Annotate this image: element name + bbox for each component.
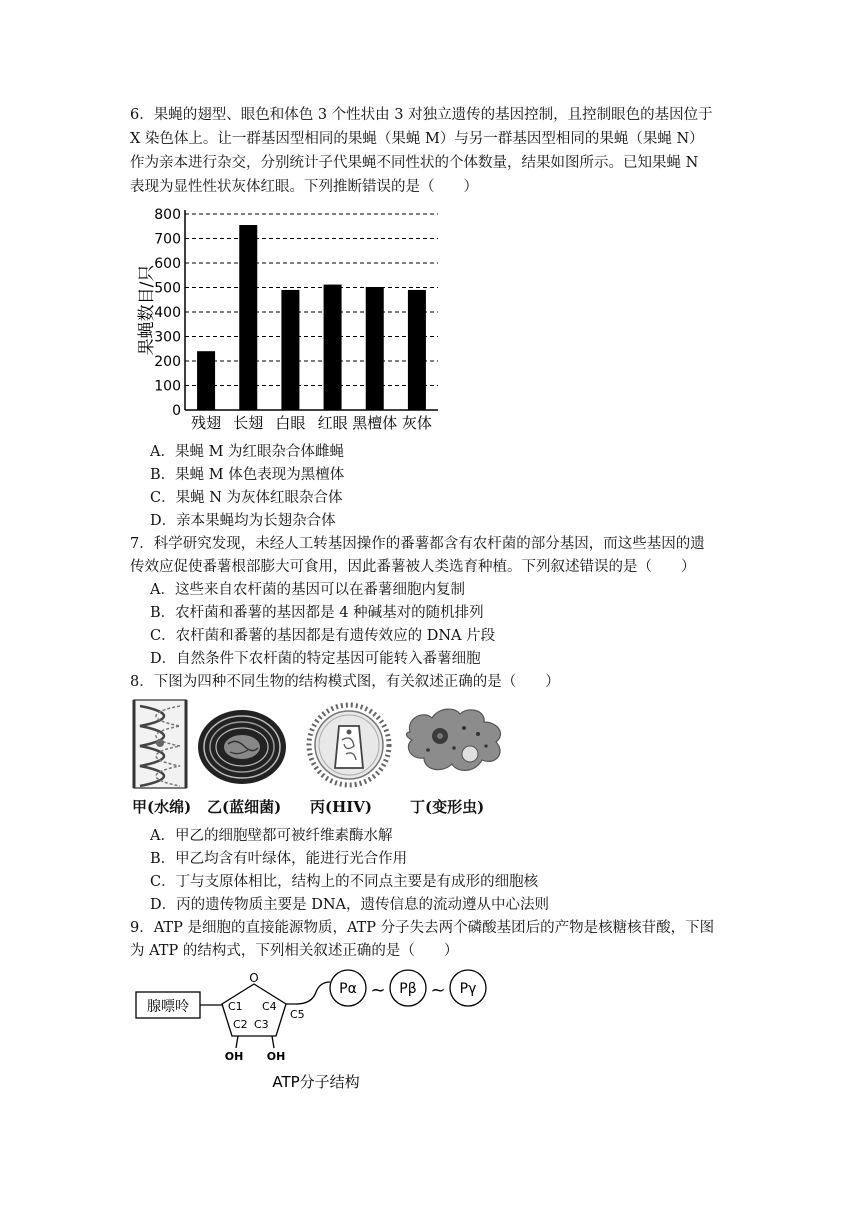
- y-tick-label: 800: [154, 207, 181, 223]
- bar: [197, 351, 215, 410]
- q8-option-a: A．甲乙的细胞壁都可被纤维素酶水解: [150, 828, 393, 844]
- chart-bars: [197, 225, 426, 410]
- x-tick-label: 黑檀体: [352, 414, 398, 432]
- q7-option-a: A．这些来自农杆菌的基因可以在番薯细胞内复制: [150, 582, 465, 598]
- q7-option-b: B．农杆菌和番薯的基因都是 4 种碱基对的随机排列: [150, 605, 484, 621]
- y-tick-label: 0: [172, 403, 181, 419]
- y-tick-label: 600: [154, 256, 181, 272]
- high-energy-bond-1: ~: [370, 980, 386, 1001]
- q7-line-1: 7．科学研究发现，未经人工转基因操作的番薯都含有农杆菌的部分基因，而这些基因的遗: [130, 536, 705, 552]
- c1-label: C1: [228, 1000, 243, 1013]
- q7-line-2: 传效应促使番薯根部膨大可食用，因此番薯被人类选育种植。下列叙述错误的是（ ）: [130, 559, 696, 575]
- q6-option-b: B．果蝇 M 体色表现为黑檀体: [150, 467, 345, 483]
- q6-option-c: C．果蝇 N 为灰体红眼杂合体: [150, 490, 343, 506]
- y-tick-label: 500: [154, 280, 181, 297]
- atp-caption: ATP分子结构: [272, 1073, 360, 1091]
- bar: [324, 285, 342, 410]
- x-tick-label: 残翅: [191, 414, 222, 432]
- q6-line-4: 表现为显性性状灰体红眼。下列推断错误的是（ ）: [130, 179, 478, 195]
- p-alpha-label: Pα: [339, 981, 357, 997]
- high-energy-bond-2: ~: [430, 980, 446, 1001]
- q9-line-1: 9．ATP 是细胞的直接能源物质，ATP 分子失去两个磷酸基团后的产物是核糖核苷酸，下图: [130, 920, 715, 936]
- c2-label: C2: [233, 1018, 248, 1031]
- amoeba-figure: [402, 704, 508, 776]
- y-tick-label: 100: [154, 378, 181, 395]
- bar: [239, 225, 257, 410]
- hiv-figure: [306, 702, 392, 788]
- chart-y-label: 果蝇数目/只: [137, 264, 157, 356]
- oh-c3: OH: [266, 1050, 286, 1063]
- bar: [408, 290, 426, 410]
- q9-line-2: 为 ATP 的结构式，下列相关叙述正确的是（ ）: [130, 943, 459, 959]
- label-hiv: 丙(HIV): [310, 798, 373, 816]
- q8-option-d: D．丙的遗传物质主要是 DNA，遗传信息的流动遵从中心法则: [150, 897, 550, 913]
- x-tick-label: 灰体: [401, 414, 432, 432]
- chart-grid: [185, 214, 438, 410]
- q6-line-2: X 染色体上。让一群基因型相同的果蝇（果蝇 M）与另一群基因型相同的果蝇（果蝇 N）: [130, 131, 704, 147]
- q8-line-1: 8．下图为四种不同生物的结构模式图，有关叙述正确的是（ ）: [130, 674, 560, 690]
- q6-line-1: 6．果蝇的翅型、眼色和体色 3 个性状由 3 对独立遗传的基因控制，且控制眼色的基因位于: [130, 107, 713, 123]
- y-tick-label: 200: [154, 354, 181, 370]
- spirogyra-figure: [132, 698, 188, 790]
- x-tick-label: 红眼: [317, 414, 348, 432]
- label-spirogyra: 甲(水绵): [132, 798, 192, 816]
- chart-x-ticks: [191, 414, 432, 432]
- label-amoeba: 丁(变形虫): [410, 798, 485, 816]
- cyanobacteria-figure: [196, 708, 288, 786]
- x-tick-label: 白眼: [275, 414, 306, 432]
- y-tick-label: 300: [154, 329, 181, 346]
- q6-line-3: 作为亲本进行杂交，分别统计子代果蝇不同性状的个体数量，结果如图所示。已知果蝇 N: [130, 155, 699, 171]
- p-beta-label: Pβ: [399, 981, 417, 997]
- q8-option-c: C．丁与支原体相比，结构上的不同点主要是有成形的细胞核: [150, 874, 539, 890]
- ring-oxygen: O: [249, 971, 259, 985]
- oh-c2: OH: [224, 1050, 244, 1063]
- y-tick-label: 400: [154, 305, 181, 321]
- offspring-bar-chart: [130, 200, 450, 440]
- atp-structure-diagram: [130, 964, 500, 1094]
- q6-option-a: A．果蝇 M 为红眼杂合体雌蝇: [150, 444, 345, 460]
- adenine-label: 腺嘌呤: [147, 999, 189, 1015]
- x-tick-label: 长翅: [233, 414, 264, 432]
- bar: [366, 287, 384, 410]
- bar: [281, 290, 299, 410]
- q6-option-d: D．亲本果蝇均为长翅杂合体: [150, 513, 336, 529]
- q7-option-c: C．农杆菌和番薯的基因都是有遗传效应的 DNA 片段: [150, 628, 496, 644]
- chart-y-ticks: [154, 207, 181, 419]
- c3-label: C3: [254, 1018, 269, 1031]
- label-cyanobacteria: 乙(蓝细菌): [207, 798, 282, 816]
- c5-label: C5: [290, 1008, 305, 1021]
- p-gamma-label: Pγ: [459, 981, 477, 997]
- q8-option-b: B．甲乙均含有叶绿体，能进行光合作用: [150, 851, 408, 867]
- c4-label: C4: [262, 1000, 277, 1013]
- y-tick-label: 700: [154, 231, 181, 248]
- q7-option-d: D．自然条件下农杆菌的特定基因可能转入番薯细胞: [150, 651, 481, 667]
